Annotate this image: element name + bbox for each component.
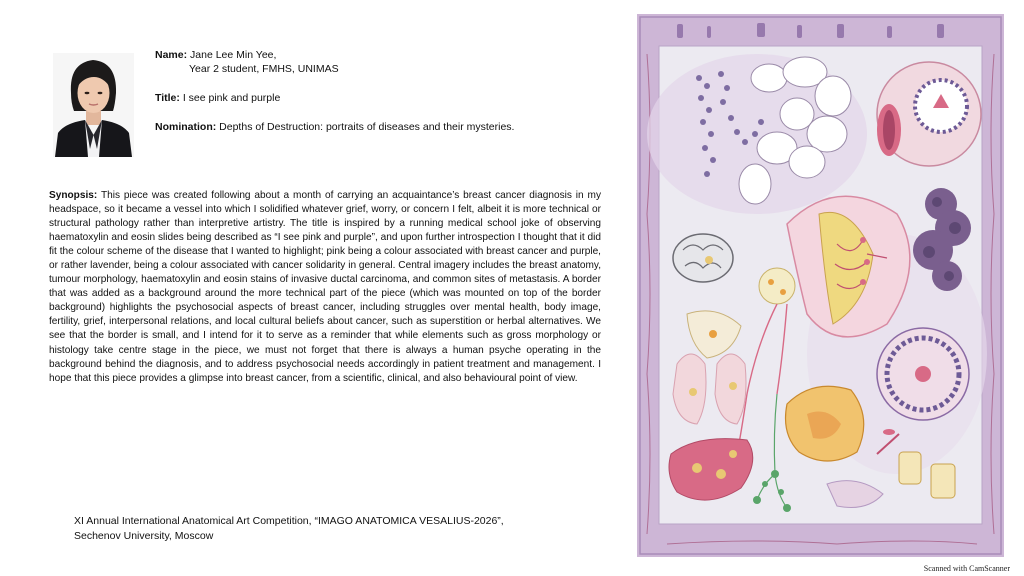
- title-label: Title:: [155, 92, 180, 104]
- synopsis: [49, 189, 601, 386]
- author-photo: [53, 53, 134, 157]
- artwork-image: [637, 14, 1004, 557]
- nomination-line: [155, 120, 615, 134]
- name-label: Name:: [155, 49, 188, 61]
- scan-watermark: Scanned with CamScanner: [923, 564, 1010, 573]
- nomination-value: Depths of Destruction: portraits of diseases and their mysteries.: [219, 121, 515, 133]
- author-info: [155, 48, 615, 134]
- affiliation: Year 2 student, FMHS, UNIMAS: [189, 63, 339, 75]
- synopsis-text: This piece was created following about a month of carrying an acquaintance’s breast cancer diagnosis in my headspace, so it became a vessel into which I solidified whatever grief, worry, or concern I felt, albeit it is more technical or structural pathology rather than interpretive artistry. The title is inspired by a running medical school joke of observing haematoxylin and eosin slides being described as “I see pink and purple”, and upon further introspection I thought that it did fit the colour scheme of the disease that I wanted to highlight; pink being a colour associated with breast cancer and purple, or rather lavender, being a colour associated with cancer solidarity in general. Central imagery includes the breast anatomy, tumour morphology, haematoxylin and eosin stains of invasive ductal carcinoma, and common sites of metastasis. A border that was added as a background around the more technical part of the piece (which was mounted on top of the border background) highlights the psychosocial aspects of breast cancer, including struggles over mental health, body image, fertility, grief, interpersonal relations, and local cultural beliefs about cancer, such as superstition or herbal alternatives. We see that the border is small, and I intend for it to serve as a reminder that while elements such as gross morphology or histology take centre stage in the piece, we must not forget that there is always a human psyche operating in the background behind the diagnosis, and to address psychosocial needs accordingly in patient treatment and management. I hope that this piece provides a glimpse into breast cancer, from a scientific, clinical, and also behavioural point of view.: [49, 190, 601, 384]
- competition-footer: [74, 514, 574, 543]
- competition-venue: Sechenov University, Moscow: [74, 529, 214, 542]
- title-line: [155, 91, 615, 105]
- name-value: Jane Lee Min Yee,: [190, 49, 277, 61]
- competition-name: XI Annual International Anatomical Art Competition, “IMAGO ANATOMICA VESALIUS-2026”,: [74, 515, 504, 527]
- nomination-label: Nomination:: [155, 121, 217, 133]
- title-value: I see pink and purple: [182, 92, 281, 104]
- synopsis-label: Synopsis:: [49, 190, 98, 201]
- name-line: [155, 48, 615, 62]
